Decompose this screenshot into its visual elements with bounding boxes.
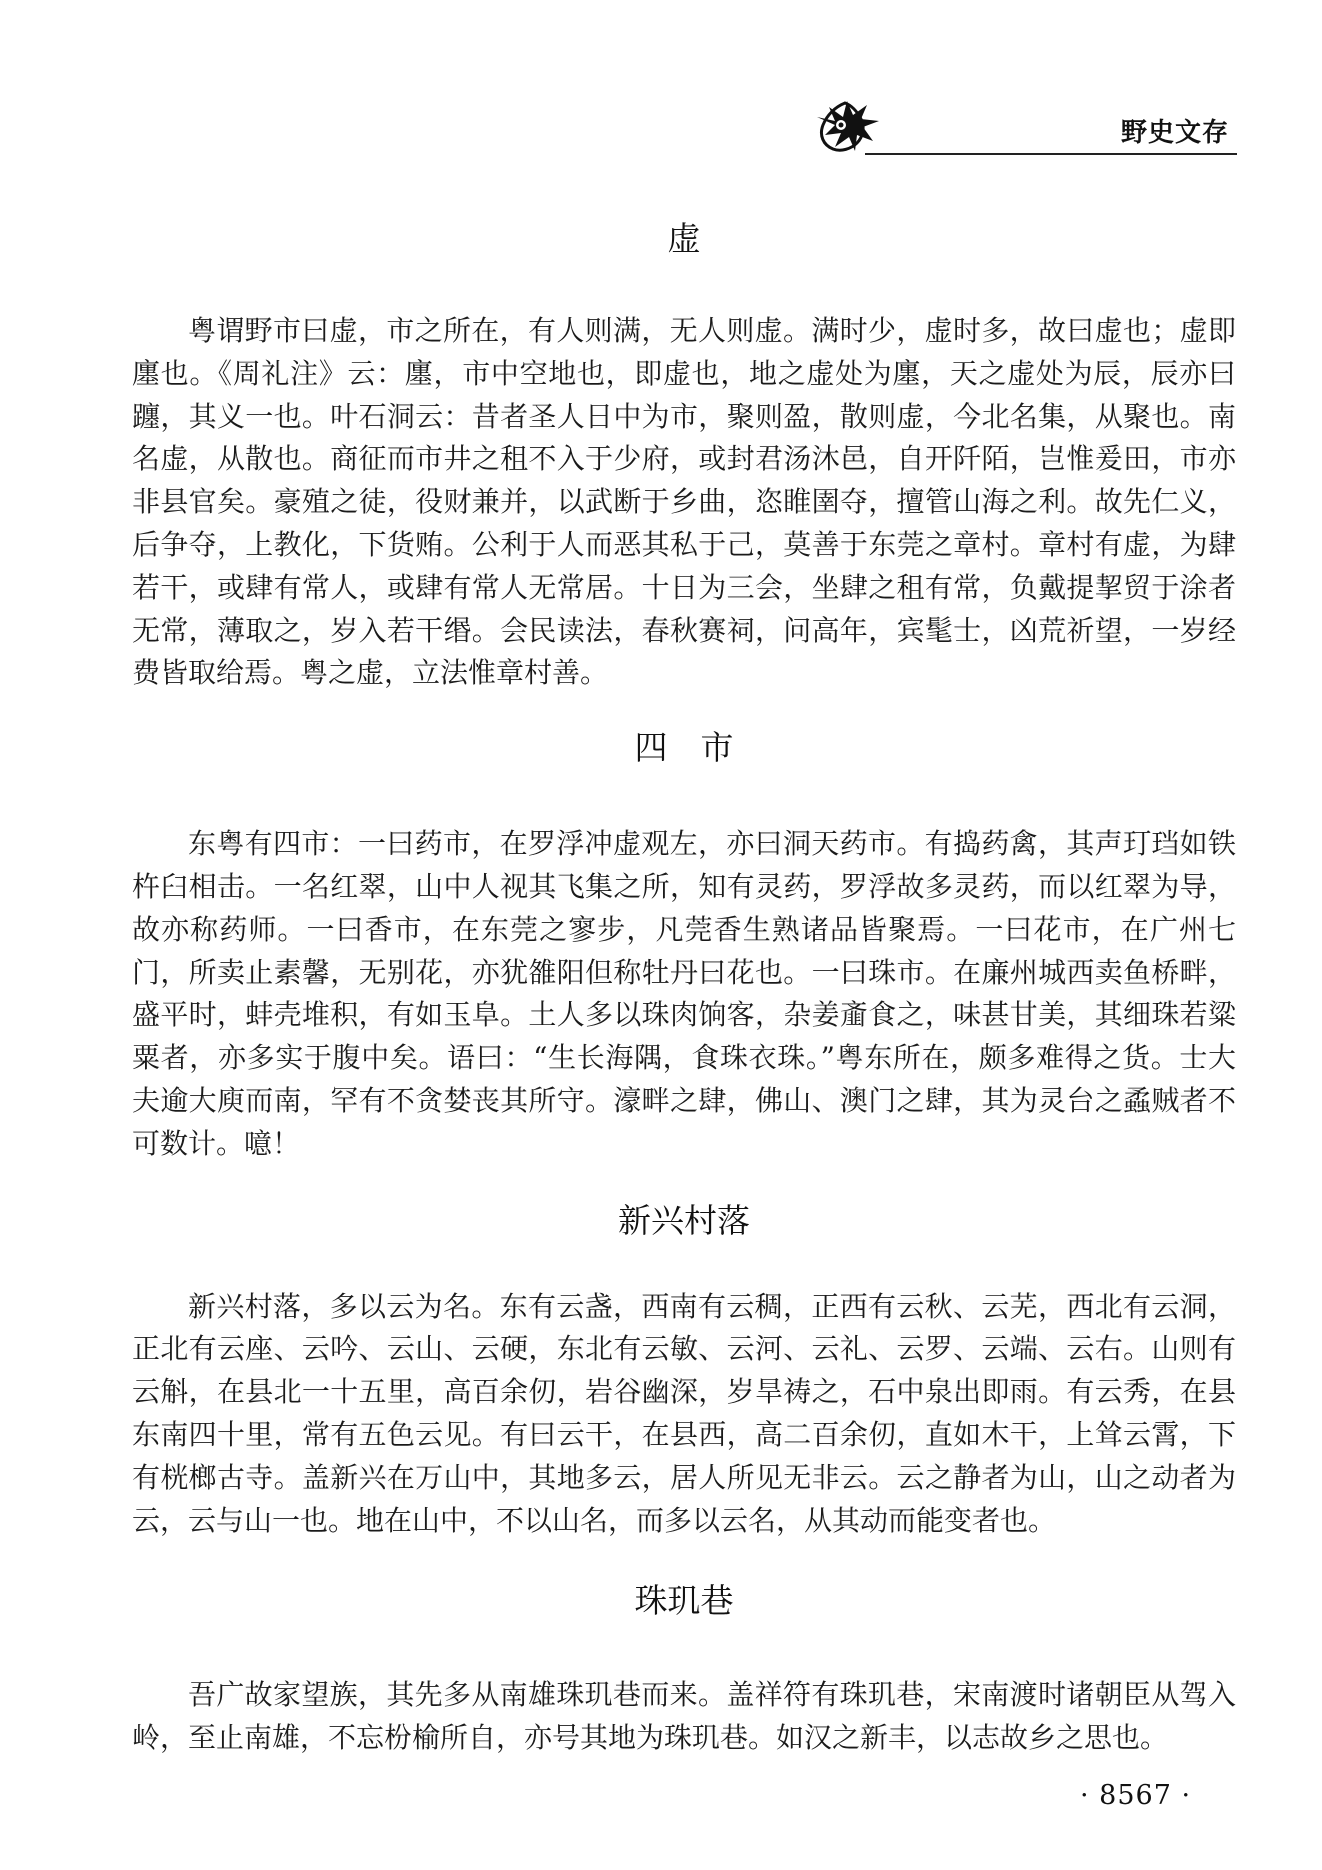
series-title: 野史文存	[1120, 118, 1229, 148]
section-title-zhujixiang: 珠玑巷	[634, 1581, 734, 1621]
section-body-zhujixiang: 吾广故家望族，其先多从南雄珠玑巷而来。盖祥符有珠玑巷，宋南渡时诸朝臣从驾入岭，至止南雄，不忘枌榆所自，亦号其地为珠玑巷。如汉之新丰，以志故乡之思也。	[132, 1678, 1236, 1755]
page-number: · 8567 ·	[1080, 1780, 1192, 1811]
section-title-sishi: 四 市	[634, 728, 734, 768]
section-body-xu: 粤谓野市曰虚，市之所在，有人则满，无人则虚。满时少，虚时多，故曰虚也；虚即廛也。《周礼注》云：廛，市中空地也，即虚也，地之虚处为廛，天之虚处为辰，辰亦曰躔，其义一也。叶石洞云：昔者圣人日中为市，聚则盈，散则虚，今北名集，从聚也。南名虚，从散也。商征而市井之租不入于少府，或封君汤沐邑，自开阡陌，岂惟爰田，市亦非县官矣。豪殖之徒，役财兼并，以武断于乡曲，恣睢圉夺，擅管山海之利。故先仁义，后争夺，上教化，下货贿。公利于人而恶其私于己，莫善于东莞之章村。章村有虚，为肆若干，或肆有常人，或肆有常人无常居。十日为三会，坐肆之租有常，负戴提挈贸于涂者无常，薄取之，岁入若干缗。会民读法，春秋赛祠，问高年，宾髦士，凶荒祈望，一岁经费皆取给焉。粤之虚，立法惟章村善。	[132, 314, 1236, 690]
section-title-xu: 虚	[667, 219, 701, 258]
page-body	[132, 210, 1236, 1760]
section-body-xinxing-cunluo: 新兴村落，多以云为名。东有云盏，西南有云稠，正西有云秋、云芜，西北有云洞，正北有云座、云吟、云山、云硬，东北有云敏、云河、云礼、云罗、云端、云右。山则有云斛，在县北一十五里，高百余仞，岩谷幽深，岁旱祷之，石中泉出即雨。有云秀，在县东南四十里，常有五色云见。有曰云干，在县西，高二百余仞，直如木干，上耸云霄，下有桄榔古寺。盖新兴在万山中，其地多云，居人所见无非云。云之静者为山，山之动者为云，云与山一也。地在山中，不以山名，而多以云名，从其动而能变者也。	[132, 1289, 1236, 1537]
dragon-logo-icon	[805, 95, 885, 161]
header-rule	[865, 153, 1237, 155]
section-title-xinxing-cunluo: 新兴村落	[618, 1200, 750, 1240]
section-body-sishi: 东粤有四市：一曰药市，在罗浮冲虚观左，亦曰洞天药市。有捣药禽，其声玎珰如铁杵臼相击。一名红翠，山中人视其飞集之所，知有灵药，罗浮故多灵药，而以红翠为导，故亦称药师。一曰香市，在东莞之寥步，凡莞香生熟诸品皆聚焉。一曰花市，在广州七门，所卖止素馨，无别花，亦犹雒阳但称牡丹曰花也。一曰珠市。在廉州城西卖鱼桥畔，盛平时，蚌壳堆积，有如玉阜。土人多以珠肉饷客，杂姜齑食之，味甚甘美，其细珠若粱粟者，亦多实于腹中矣。语曰：“生长海隅，食珠衣珠。”粤东所在，颇多难得之货。士大夫逾大庾而南，罕有不贪婪丧其所守。濠畔之肆，佛山、澳门之肆，其为灵台之蟊贼者不可数计。噫！	[132, 827, 1236, 1160]
running-header	[805, 95, 1237, 163]
